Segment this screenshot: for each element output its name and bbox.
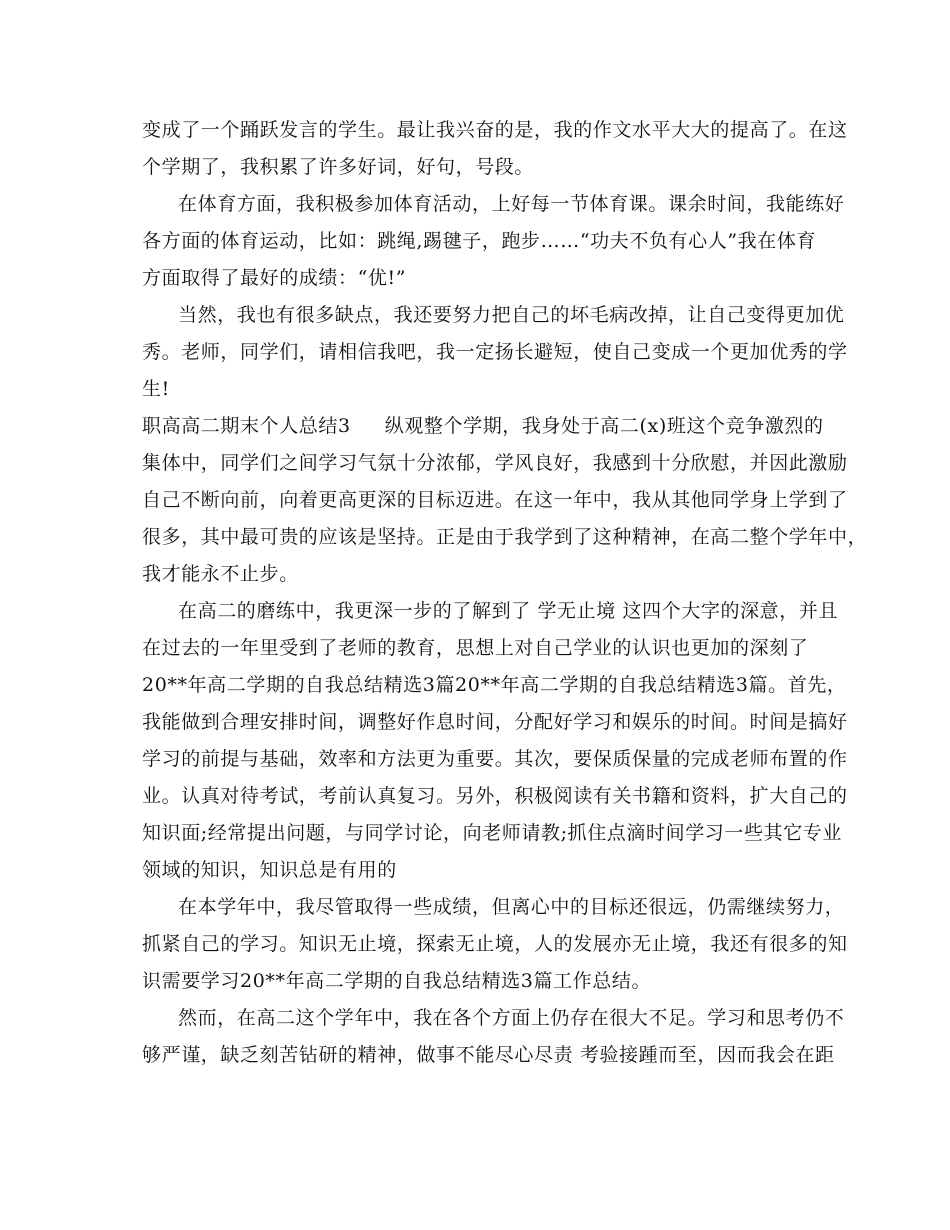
text-line: 自己不断向前，向着更高更深的目标迈进。在这一年中，我从其他同学身上学到了 <box>142 489 848 511</box>
text-line: 够严谨，缺乏刻苦钻研的精神，做事不能尽心尽责 考验接踵而至，因而我会在距 <box>142 1044 835 1066</box>
paragraph-start: 当然，我也有很多缺点，我还要努力把自己的坏毛病改掉，让自己变得更加优 <box>178 304 845 326</box>
text-line: 方面取得了最好的成绩：“优!” <box>142 267 407 289</box>
text-line: 在过去的一年里受到了老师的教育，思想上对自己学业的认识也更加的深刻了 <box>142 637 809 659</box>
text-line: 生! <box>142 378 170 400</box>
text-line: 我能做到合理安排时间，调整好作息时间，分配好学习和娱乐的时间。时间是搞好 <box>142 711 848 733</box>
text-line: 很多，其中最可贵的应该是坚持。正是由于我学到了这种精神，在高二整个学年中， <box>142 526 868 548</box>
text-line: 识需要学习20**年高二学期的自我总结精选3篇工作总结。 <box>142 970 652 992</box>
section-heading: 职高高二期末个人总结3 <box>142 415 351 437</box>
text-line: 我才能永不止步。 <box>142 563 299 585</box>
paragraph-start: 在本学年中，我尽管取得一些成绩，但离心中的目标还很远，仍需继续努力， <box>178 896 845 918</box>
section-heading-line <box>142 414 824 438</box>
text-line: 抓紧自己的学习。知识无止境，探索无止境，人的发展亦无止境，我还有很多的知 <box>142 933 848 955</box>
paragraph-start: 在高二的磨练中，我更深一步的了解到了 学无止境 这四个大字的深意，并且 <box>178 600 839 622</box>
text-line: 学习的前提与基础，效率和方法更为重要。其次，要保质保量的完成老师布置的作 <box>142 748 848 770</box>
text-line: 集体中，同学们之间学习气氛十分浓郁，学风良好，我感到十分欣慰，并因此激励 <box>142 452 848 474</box>
text-line: 秀。老师，同学们，请相信我吧，我一定扬长避短，使自己变成一个更加优秀的学 <box>142 341 848 363</box>
text-line: 纵观整个学期，我身处于高二(x)班这个竞争激烈的 <box>384 415 824 437</box>
text-line: 领域的知识，知识总是有用的 <box>142 859 397 881</box>
text-line: 20**年高二学期的自我总结精选3篇20**年高二学期的自我总结精选3篇。首先， <box>142 674 847 696</box>
text-line: 知识面;经常提出问题，与同学讨论，向老师请教;抓住点滴时间学习一些其它专业 <box>142 822 843 844</box>
text-line: 业。认真对待考试，考前认真复习。另外，积极阅读有关书籍和资料，扩大自己的 <box>142 785 848 807</box>
text-line: 个学期了，我积累了许多好词，好句，号段。 <box>142 156 535 178</box>
paragraph-start: 在体育方面，我积极参加体育活动，上好每一节体育课。课余时间，我能练好 <box>178 193 845 215</box>
paragraph-start: 然而，在高二这个学年中，我在各个方面上仍存在很大不足。学习和思考仍不 <box>178 1007 845 1029</box>
text-line: 各方面的体育运动，比如：跳绳,踢毽子，跑步……“功夫不负有心人”我在体育 <box>142 230 817 252</box>
text-line: 变成了一个踊跃发言的学生。最让我兴奋的是，我的作文水平大大的提高了。在这 <box>142 119 848 141</box>
